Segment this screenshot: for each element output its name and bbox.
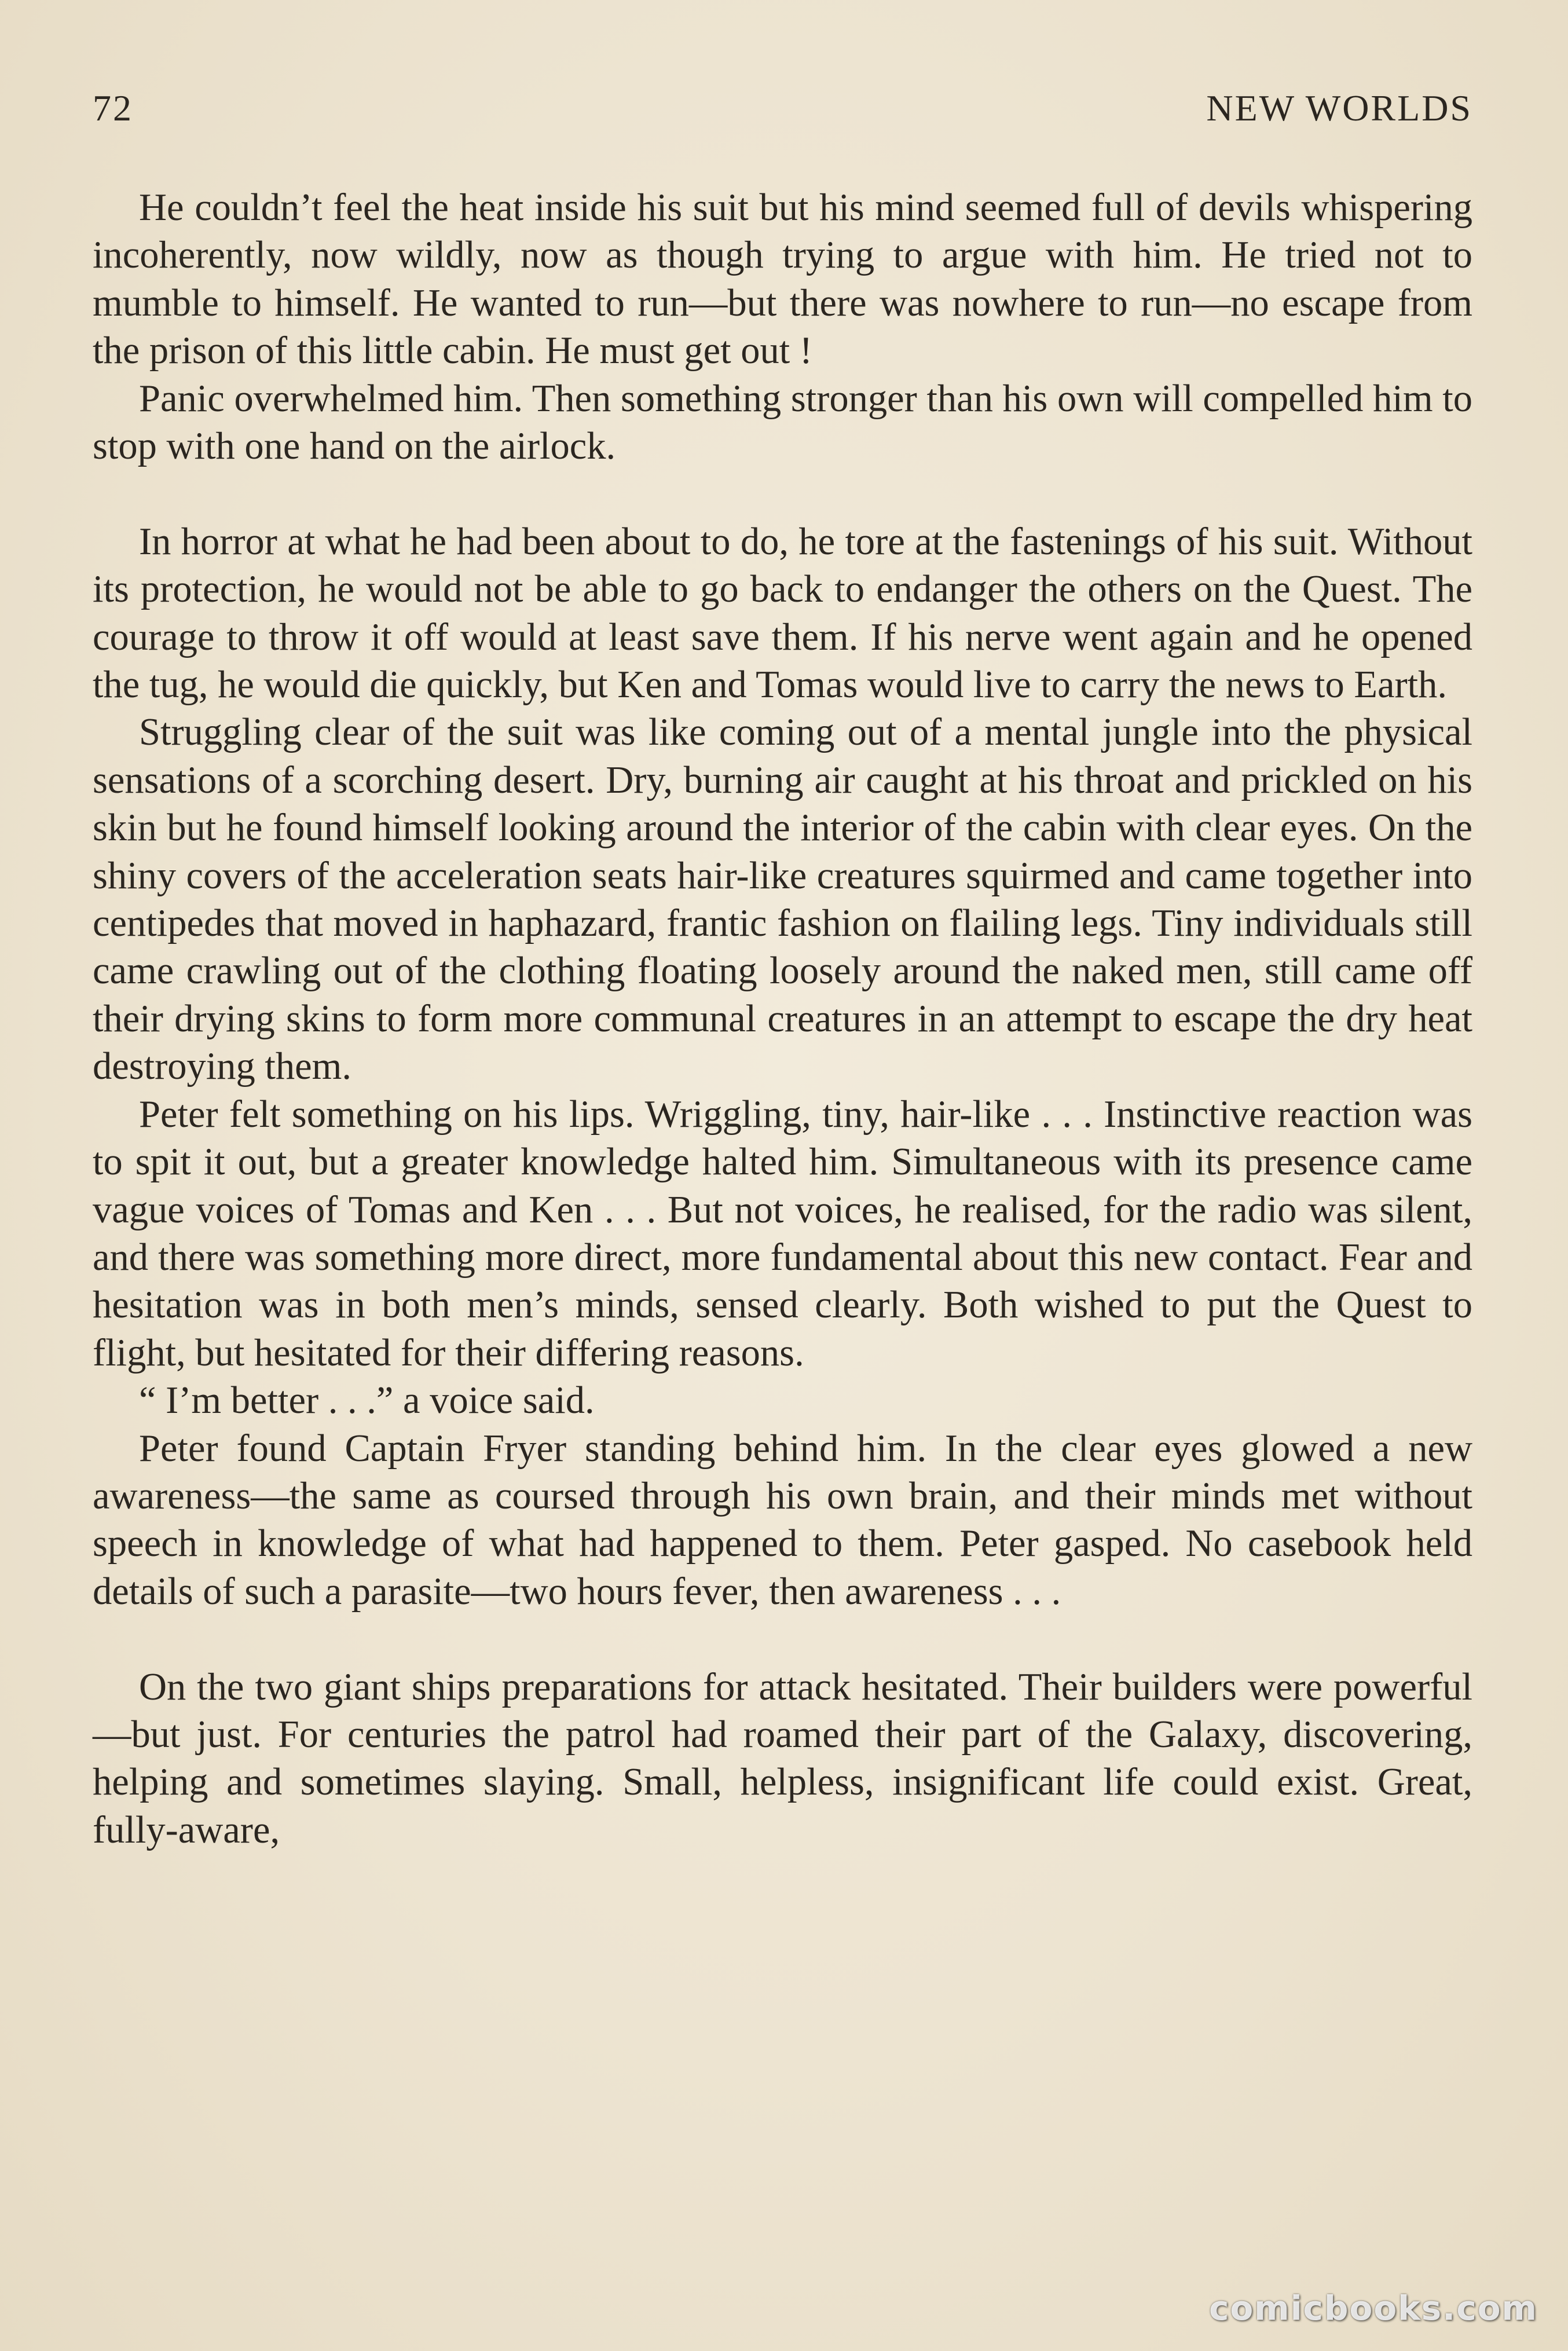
paragraph: On the two giant ships preparations for attack hesitated. Their builders were powerful—but just. For centuries the patrol had roamed their part of the Galaxy, discovering, helping and sometimes slaying. Small, helpless, insignificant life could exist. Great, fully-aware, [93, 1665, 1472, 1851]
paragraph: Peter found Captain Fryer standing behind him. In the clear eyes glowed a new awareness—the same as coursed through his own brain, and their minds met without speech in knowledge of what had happened to them. Peter gasped. No casebook held details of such a parasite—two hours fever, then awareness . . . [93, 1427, 1472, 1613]
running-title: NEW WORLDS [1206, 87, 1472, 129]
paragraph: “ I’m better . . .” a voice said. [139, 1379, 595, 1422]
paragraph: Struggling clear of the suit was like coming out of a mental jungle into the physical sensations of a scorching desert. Dry, burning air caught at his throat and prickled on his skin but he found himself looking around the interior of the cabin with clear eyes. On the shiny covers of the acceleration seats hair-like creatures squirmed and came together into centipedes that moved in haphazard, frantic fashion on flailing legs. Tiny individuals still came crawling out of the clothing floating loosely around the naked men, still came off their drying skins to form more communal creatures in an attempt to escape the dry heat destroying them. [93, 711, 1472, 1088]
paragraph: Panic overwhelmed him. Then something stronger than his own will compelled him to stop with one hand on the airlock. [93, 377, 1472, 468]
paragraph: Peter felt something on his lips. Wriggling, tiny, hair-like . . . Instinctive reaction was to spit it out, but a greater knowledge halted him. Simultaneous with its presence came vague voices of Tomas and Ken . . . But not voices, he realised, for the radio was silent, and there was something more direct, more fundamental about this new contact. Fear and hesitation was in both men’s minds, sensed clearly. Both wished to put the Quest to flight, but hesitated for their differing reasons. [93, 1093, 1472, 1374]
page-number: 72 [93, 87, 133, 129]
body-text [93, 184, 1472, 1854]
watermark: comicbooks.com [1209, 2288, 1538, 2328]
paragraph: In horror at what he had been about to do, he tore at the fastenings of his suit. Without its protection, he would not be able to go back to endanger the others on the Quest. The courage to throw it off would at least save them. If his nerve went again and he opened the tug, he would die quickly, but Ken and Tomas would live to carry the news to Earth. [93, 520, 1472, 706]
paragraph: He couldn’t feel the heat inside his suit but his mind seemed full of devils whispering incoherently, now wildly, now as though trying to argue with him. He tried not to mumble to himself. He wanted to run—but there was nowhere to run—no escape from the prison of this little cabin. He must get out ! [93, 186, 1472, 372]
running-head [93, 87, 1472, 133]
